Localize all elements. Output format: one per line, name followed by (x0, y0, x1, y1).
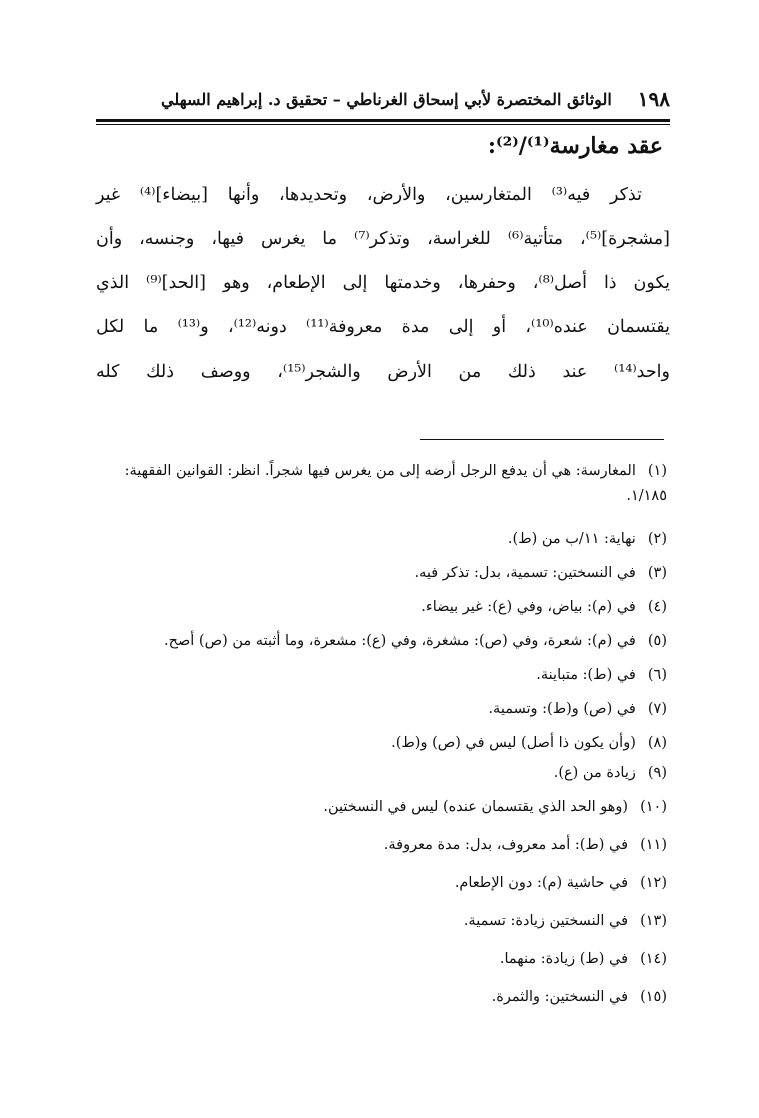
footnote-number: (١٤) (640, 951, 667, 967)
footnote-number: (١١) (640, 837, 667, 853)
footnote-10 (93, 795, 667, 820)
footnote-number: (٧) (647, 701, 667, 717)
footnote-number: (١٢) (640, 875, 667, 891)
footnote-13 (93, 909, 667, 934)
footnote-number: (٣) (647, 565, 667, 581)
running-title: الوثائق المختصرة لأبي إسحاق الغرناطي – تحقيق د. إبراهيم السهلي (161, 89, 612, 109)
footnote-3 (93, 561, 667, 586)
body-line: يكون ذا أصل⁽⁸⁾، وحفرها، وخدمتها إلى الإطعام، وهو [الحد]⁽⁹⁾ الذي (96, 273, 670, 293)
footnote-7 (93, 697, 667, 722)
footnote-2 (93, 527, 667, 552)
footnote-12 (93, 871, 667, 896)
footnote-number: (٨) (647, 735, 667, 751)
footnote-number: (١) (647, 463, 667, 479)
body-line: واحد⁽¹⁴⁾ عند ذلك من الأرض والشجر⁽¹⁵⁾، ووصف ذلك كله (96, 362, 670, 382)
footnote-9 (93, 761, 667, 786)
footnote-14 (93, 947, 667, 972)
running-header (96, 82, 670, 116)
footnote-number: (٢) (647, 531, 667, 547)
footnote-text: في (ط) زيادة: منهما. (499, 951, 629, 967)
footnote-8 (93, 731, 667, 756)
footnote-number: (٤) (647, 599, 667, 615)
footnote-5 (93, 629, 667, 654)
footnote-separator (420, 439, 664, 440)
footnote-text: في النسختين: تسمية، بدل: تذكر فيه. (414, 565, 636, 581)
footnote-text: في (ط): أمد معروف، بدل: مدة معروفة. (383, 837, 629, 853)
body-line: يقتسمان عنده⁽¹⁰⁾، أو إلى مدة معروفة⁽¹¹⁾ دونه⁽¹²⁾، و⁽¹³⁾ ما لكل (96, 317, 670, 337)
footnote-4 (93, 595, 667, 620)
body-line: تذكر فيه⁽³⁾ المتغارسين، والأرض، وتحديدها، وأنها [بيضاء]⁽⁴⁾ غير (96, 185, 642, 205)
footnote-6 (93, 663, 667, 688)
footnote-number: (٩) (647, 765, 667, 781)
footnote-number: (١٥) (640, 989, 667, 1005)
footnote-text: في النسختين: والثمرة. (491, 989, 629, 1005)
footnote-text: في حاشية (م): دون الإطعام. (454, 875, 629, 891)
footnote-text: في (م): بياض، وفي (ع): غير بيضاء. (421, 599, 636, 615)
footnote-15 (93, 985, 667, 1010)
header-rule-thin (96, 124, 670, 125)
footnote-number: (٥) (647, 633, 667, 649)
footnote-number: (٦) (647, 667, 667, 683)
section-title: عقد مغارسة⁽¹⁾/⁽²⁾: (487, 133, 663, 159)
footnote-number: (١٠) (640, 799, 667, 815)
footnote-text: زيادة من (ع). (553, 765, 636, 781)
body-line: [مشجرة]⁽⁵⁾، متأتية⁽⁶⁾ للغراسة، وتذكر⁽⁷⁾ ما يغرس فيها، وجنسه، وأن (96, 229, 671, 249)
footnote-text: في (ص) و(ط): وتسمية. (488, 701, 636, 717)
page-number: ١٩٨ (637, 87, 670, 111)
footnote-text: (وأن يكون ذا أصل) ليس في (ص) و(ط). (391, 735, 636, 751)
footnote-text: (وهو الحد الذي يقتسمان عنده) ليس في النسختين. (323, 799, 629, 815)
footnote-text: نهاية: ١١/ب من (ط). (507, 531, 636, 547)
footnote-number: (١٣) (640, 913, 667, 929)
footnote-1 (93, 459, 667, 509)
footnote-text: في (م): شعرة، وفي (ص): مشغرة، وفي (ع): مشعرة، وما أثبته من (ص) أصح. (164, 633, 636, 649)
footnote-text: في النسختين زيادة: تسمية. (463, 913, 629, 929)
footnote-text: المغارسة: هي أن يدفع الرجل أرضه إلى من يغرس فيها شجراً. انظر: القوانين الفقهية: ١/١٨٥. (124, 463, 667, 504)
footnote-text: في (ط): متباينة. (536, 667, 636, 683)
footnote-11 (93, 833, 667, 858)
header-rule (96, 119, 670, 122)
